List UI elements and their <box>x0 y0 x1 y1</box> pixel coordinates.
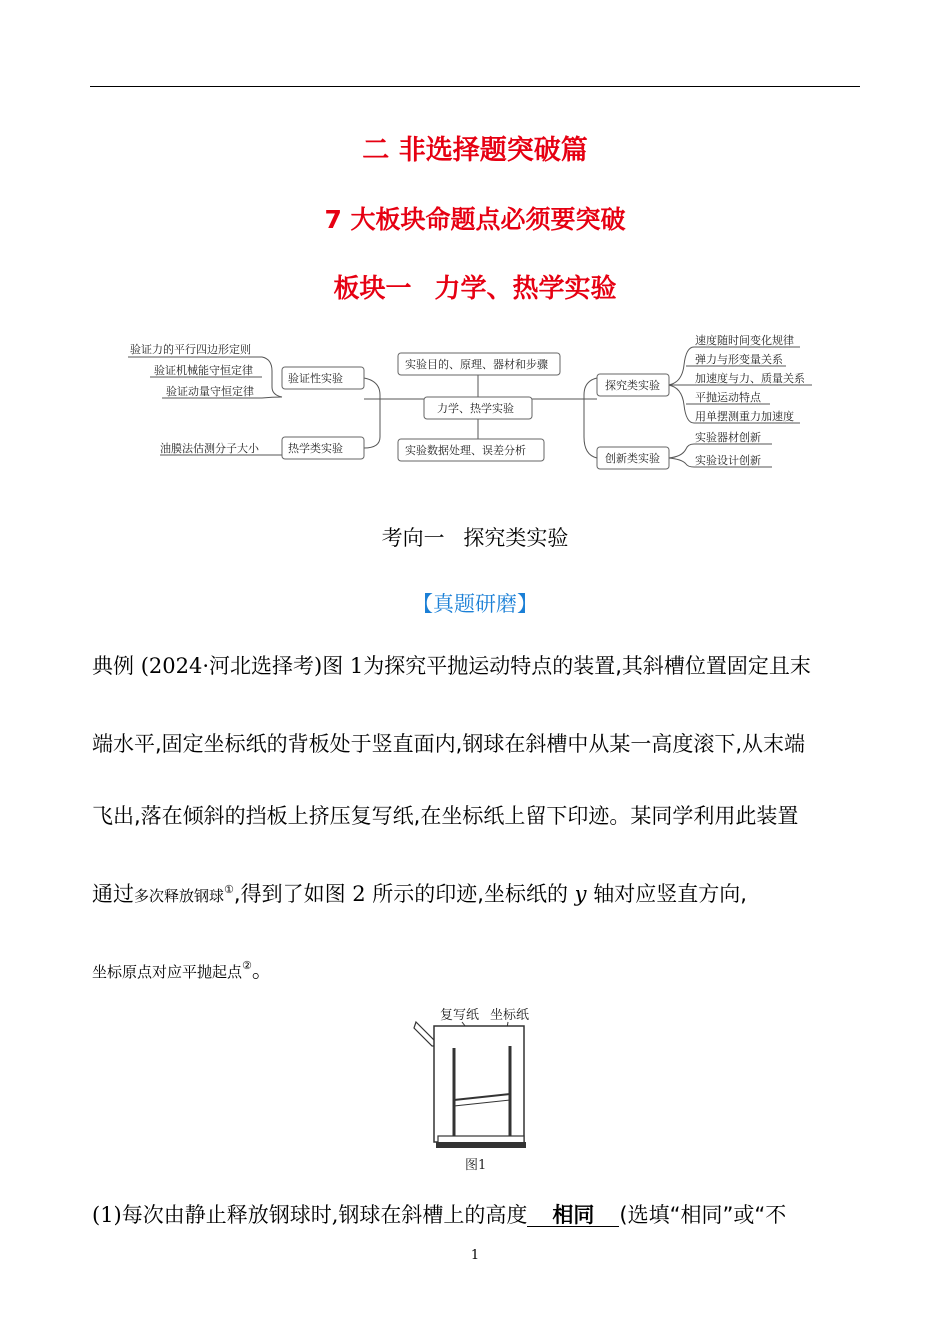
part-title: 二 非选择题突破篇 <box>362 135 588 166</box>
right-item-2: 弹力与形变量关系 <box>695 353 783 366</box>
right-item-3: 加速度与力、质量关系 <box>695 372 805 385</box>
section-heading: 考向一 探究类实验 <box>381 526 569 550</box>
line4-variable: y <box>574 882 587 906</box>
example-line-4 <box>92 878 860 908</box>
verify-label: 验证性实验 <box>288 372 343 385</box>
right-item-5: 用单摆测重力加速度 <box>695 410 794 423</box>
annotation-2: 坐标原点对应平抛起点 <box>92 963 243 981</box>
question-1-suffix: (选填“相同”或“不 <box>619 1203 787 1227</box>
innovate-label: 创新类实验 <box>605 452 660 465</box>
right-item-7: 实验设计创新 <box>695 454 761 467</box>
right-item-4: 平抛运动特点 <box>695 391 761 404</box>
left-bracket <box>364 378 380 448</box>
figure-caption: 图1 <box>465 1158 487 1173</box>
figure-1-apparatus <box>410 1000 550 1180</box>
left-item-1: 验证力的平行四边形定则 <box>130 343 251 356</box>
example-line-3: 飞出,落在倾斜的挡板上挤压复写纸,在坐标纸上留下印迹。某同学利用此装置 <box>92 804 799 828</box>
line4-fig-num: 2 <box>352 882 366 906</box>
base-foot <box>436 1142 526 1148</box>
module-title: 板块一 力学、热学实验 <box>333 274 617 304</box>
sub-title: 7 大板块命题点必须要突破 <box>324 205 626 234</box>
example-line-1 <box>92 654 860 678</box>
question-1 <box>92 1203 860 1227</box>
right-item-6: 实验器材创新 <box>695 431 761 444</box>
line5-end: 。 <box>251 958 273 982</box>
page-number: 1 <box>470 1248 480 1263</box>
section-subheading: 【真题研磨】 <box>412 592 538 616</box>
example-label: 典例 <box>92 654 141 678</box>
header-rule <box>90 86 860 87</box>
right-bracket <box>584 378 597 458</box>
left-item-4: 油膜法估测分子大小 <box>160 442 259 455</box>
example-line-2: 端水平,固定坐标纸的背板处于竖直面内,钢球在斜槽中从某一高度滚下,从末端 <box>92 732 806 756</box>
right-item-1: 速度随时间变化规律 <box>695 334 794 347</box>
explore-label: 探究类实验 <box>605 379 660 392</box>
left-item-2: 验证机械能守恒定律 <box>154 364 253 377</box>
question-1-prefix: (1)每次由静止释放钢球时,钢球在斜槽上的高度 <box>92 1203 528 1227</box>
example-fig-ref: 图 1 <box>322 654 364 678</box>
line4-text-c: 所示的印迹,坐标纸的 <box>365 882 575 906</box>
example-line-5 <box>92 954 860 984</box>
thermal-label: 热学类实验 <box>288 442 343 455</box>
example-text-1: 为探究平抛运动特点的装置,其斜槽位置固定且末 <box>363 654 811 678</box>
center-label: 力学、热学实验 <box>437 402 514 415</box>
mid-bottom-label: 实验数据处理、误差分析 <box>405 444 526 457</box>
label-coordinate-paper: 坐标纸 <box>490 1008 530 1023</box>
annotation-mark-1: ① <box>224 883 234 896</box>
line4-text-d: 轴对应竖直方向, <box>586 882 747 906</box>
line4-text-b: ,得到了如图 <box>233 882 353 906</box>
label-carbon-paper: 复写纸 <box>440 1008 480 1023</box>
answer-blank: 相同 <box>527 1204 619 1227</box>
left-item-3: 验证动量守恒定律 <box>166 385 254 398</box>
annotation-mark-2: ② <box>242 959 252 972</box>
line4-text-a: 通过 <box>92 882 134 906</box>
example-source: (2024·河北选择考) <box>140 654 323 678</box>
mid-top-label: 实验目的、原理、器材和步骤 <box>405 358 548 371</box>
annotation-1: 多次释放钢球 <box>134 887 225 905</box>
mindmap-diagram <box>0 325 950 475</box>
